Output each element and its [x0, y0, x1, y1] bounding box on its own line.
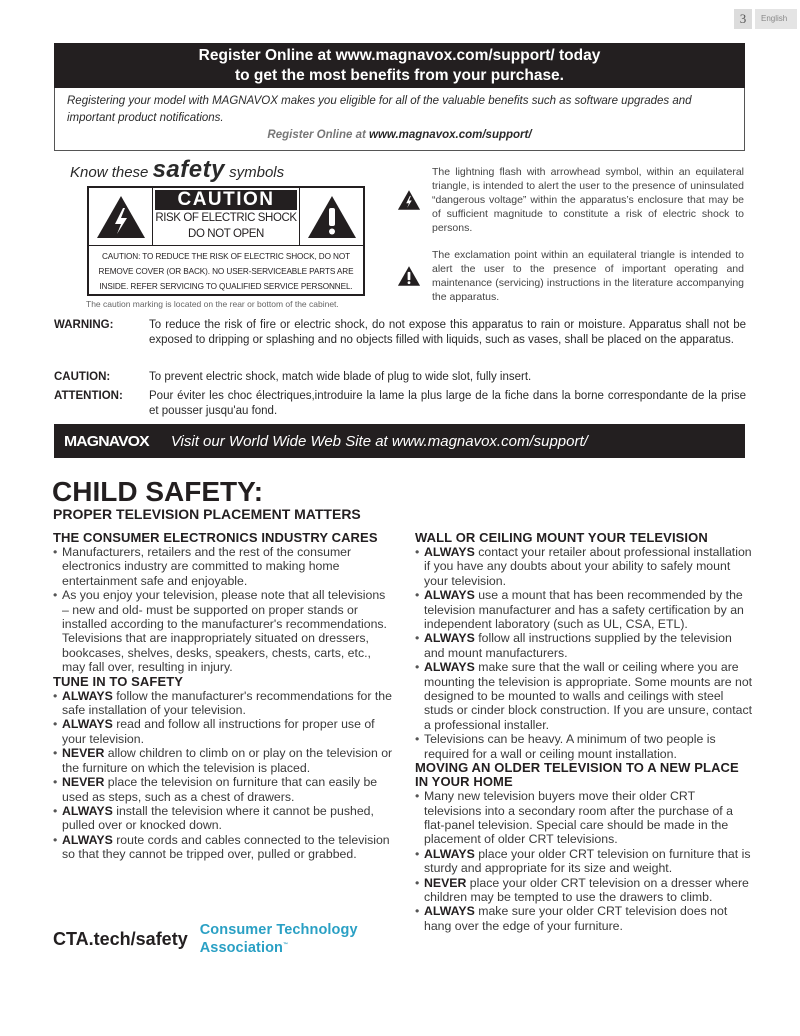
item-text: Many new television buyers move their older CRT televisions into a secondary room after the purchase of a flat-panel television. Special care should be made in the placement of older CRT televisions. — [424, 789, 733, 847]
list-item — [415, 876, 755, 905]
register-headline-line2: to get the most benefits from your purchase. — [235, 67, 564, 84]
lightning-triangle-icon — [89, 188, 153, 245]
magnavox-visit-text[interactable]: Visit our World Wide Web Site at www.magnavox.com/support/ — [170, 432, 588, 450]
register-banner — [54, 43, 745, 151]
item-strong: ALWAYS — [62, 803, 113, 818]
register-link-line — [67, 127, 732, 144]
item-text: As you enjoy your television, please note that all televisions – new and old- must be supported on proper stands or installed according to the manufacturer's recommendations. Televisions that are inappropriately situated on dressers, bookcases, shelves, desks, speakers, chests, carts, etc., may fall over, resulting in injury. — [62, 588, 387, 675]
page-number: 3 — [734, 9, 752, 29]
item-text: place the television on furniture that can easily be used as steps, such as a chest of drawers. — [62, 775, 378, 804]
list-item — [415, 660, 755, 732]
list-item — [415, 732, 755, 761]
register-link-url[interactable]: www.magnavox.com/support/ — [369, 129, 532, 141]
register-headline — [54, 43, 745, 88]
item-strong: ALWAYS — [62, 832, 113, 847]
item-text: read and follow all instructions for proper use of your television. — [62, 717, 375, 746]
item-text: place your older CRT television on furniture that is sturdy and appropriate for its size and weight. — [424, 846, 751, 876]
label-line3: INSIDE. REFER SERVICING TO QUALIFIED SERVICE PERSONNEL. — [99, 282, 353, 291]
right-column — [415, 531, 755, 933]
risk-line1: RISK OF ELECTRIC SHOCK — [155, 212, 297, 224]
lightning-symbol-description — [396, 165, 744, 235]
warning-text: To reduce the risk of fire or electric shock, do not expose this apparatus to rain or moisture. Apparatus shall not be exposed to dripping or splashing and no objects filled with liquids, such as vases, shall be placed on the apparatus. — [149, 319, 746, 346]
list-item — [53, 588, 393, 674]
label-line2: REMOVE COVER (OR BACK). NO USER-SERVICEABLE PARTS ARE — [98, 267, 354, 276]
item-text: follow the manufacturer's recommendations for the safe installation of your television. — [62, 688, 392, 718]
list-item — [53, 775, 393, 804]
register-link-prefix: Register Online at — [267, 129, 370, 141]
item-text: follow all instructions supplied by the television and mount manufacturers. — [424, 631, 732, 660]
trademark-icon: ™ — [283, 942, 289, 948]
item-text: Manufacturers, retailers and the rest of the consumer electronics industry are committed to making home entertainment safe and enjoyable. — [62, 545, 352, 588]
list-item — [415, 631, 755, 660]
list-item — [415, 847, 755, 876]
cta-url[interactable]: CTA.tech/safety — [53, 928, 188, 949]
item-strong: NEVER — [62, 775, 105, 790]
lightning-description-text: The lightning flash with arrowhead symbol, within an equilateral triangle, is intended to alert the user to the presence of uninsulated “dangerous voltage” within the apparatus’s enclosure that may be of sufficient magnitude to constitute a risk of electric shock to persons. — [432, 166, 744, 234]
item-text: route cords and cables connected to the television so that they cannot be tripped over, pulled or grabbed. — [62, 832, 390, 862]
attention-text: Pour éviter les choc électriques,introduire la lame la plus large de la fiche dans la borne correspondante de la prise et pousser jusqu'au fond. — [149, 390, 746, 417]
title-emphasis: safety — [152, 156, 225, 183]
caution-label-text — [89, 246, 363, 294]
attention-row — [54, 389, 746, 419]
item-strong: ALWAYS — [424, 904, 475, 919]
section-heading: TUNE IN TO SAFETY — [53, 673, 184, 689]
title-suffix: symbols — [224, 164, 285, 181]
magnavox-bar — [54, 424, 745, 458]
cta-org-line1: Consumer Technology — [199, 922, 358, 938]
warning-key: WARNING: — [54, 319, 114, 331]
child-safety-subtitle: PROPER TELEVISION PLACEMENT MATTERS — [53, 506, 361, 522]
exclamation-description-text: The exclamation point within an equilateral triangle is intended to alert the user to the presence of important operating and maintenance (servicing) instructions in the literature accompanying the apparatus. — [432, 249, 744, 303]
cta-footer — [53, 923, 358, 956]
bullet-list — [53, 545, 393, 675]
item-strong: ALWAYS — [62, 688, 113, 703]
magnavox-logo: MAGNAVOX — [63, 432, 149, 450]
bullet-list — [53, 689, 393, 862]
page-tab — [734, 9, 797, 29]
attention-key: ATTENTION: — [54, 390, 123, 402]
item-strong: ALWAYS — [424, 660, 475, 675]
list-item — [53, 545, 393, 588]
item-text: place your older CRT television on a dresser where children may be tempted to use the drawers to climb. — [424, 875, 749, 904]
section-heading: MOVING AN OLDER TELEVISION TO A NEW PLACE IN YOUR HOME — [415, 760, 739, 790]
list-item — [53, 833, 393, 862]
item-strong: ALWAYS — [424, 846, 475, 861]
caution-text: To prevent electric shock, match wide blade of plug to wide slot, fully insert. — [149, 371, 532, 383]
list-item — [53, 717, 393, 746]
item-strong: ALWAYS — [424, 588, 475, 603]
caution-key: CAUTION: — [54, 371, 111, 383]
exclamation-triangle-icon — [299, 188, 363, 245]
list-item — [415, 789, 755, 847]
list-item — [53, 804, 393, 833]
page-language: English — [755, 9, 797, 29]
item-strong: NEVER — [62, 746, 105, 761]
list-item — [53, 689, 393, 718]
child-safety-title: CHILD SAFETY: — [52, 476, 264, 507]
item-text: Televisions can be heavy. A minimum of two people is required for a wall or ceiling mount installation. — [424, 732, 716, 761]
caution-label-note: The caution marking is located on the rear or bottom of the cabinet. — [86, 299, 339, 309]
item-text: make sure your older CRT television does not hang over the edge of your furniture. — [424, 904, 728, 933]
item-text: contact your retailer about professional installation if you have any doubts about your ability to safely mount your television. — [424, 545, 752, 588]
register-body-text: Registering your model with MAGNAVOX makes you eligible for all of the valuable benefits such as software upgrades and important product notifications. — [67, 95, 692, 124]
item-strong: NEVER — [424, 875, 467, 890]
item-strong: ALWAYS — [62, 717, 113, 732]
bullet-list — [415, 545, 755, 761]
caution-row — [54, 370, 746, 385]
safety-symbols-title — [70, 156, 284, 184]
item-strong: ALWAYS — [424, 631, 475, 646]
exclamation-triangle-icon — [396, 248, 422, 304]
register-headline-line1: Register Online at www.magnavox.com/support/ today — [198, 47, 601, 64]
lightning-triangle-icon — [396, 165, 422, 235]
item-text: use a mount that has been recommended by the television manufacturer and has a safety certification by an independent laboratory (such as UL, CSA, ETL). — [424, 588, 744, 632]
register-body — [54, 88, 745, 151]
list-item — [53, 746, 393, 775]
item-text: make sure that the wall or ceiling where you are mounting the television is appropriate. Some mounts are not designed to be mounted to walls and ceilings with steel studs or cinder block construction. If you are unsure, contact a professional installer. — [424, 660, 753, 732]
list-item — [415, 904, 755, 933]
item-text: allow children to climb on or play on the television or the furniture on which the television is placed. — [62, 746, 393, 775]
caution-heading: CAUTION — [155, 190, 297, 210]
exclamation-symbol-description — [396, 248, 744, 304]
caution-label — [87, 186, 365, 296]
title-prefix: Know these — [70, 164, 153, 181]
label-line1: CAUTION: TO REDUCE THE RISK OF ELECTRIC SHOCK, DO NOT — [101, 252, 351, 261]
warning-row — [54, 318, 746, 348]
item-text: install the television where it cannot be pushed, pulled over or knocked down. — [62, 803, 374, 833]
left-column — [53, 531, 393, 862]
section-heading: THE CONSUMER ELECTRONICS INDUSTRY CARES — [53, 530, 378, 545]
list-item — [415, 545, 755, 588]
bullet-list — [415, 789, 755, 933]
cta-logo — [200, 923, 358, 956]
cta-org-line2: Association — [199, 939, 283, 956]
list-item — [415, 588, 755, 631]
item-strong: ALWAYS — [424, 545, 475, 559]
risk-line2: DO NOT OPEN — [188, 228, 264, 240]
section-heading: WALL OR CEILING MOUNT YOUR TELEVISION — [415, 530, 708, 545]
